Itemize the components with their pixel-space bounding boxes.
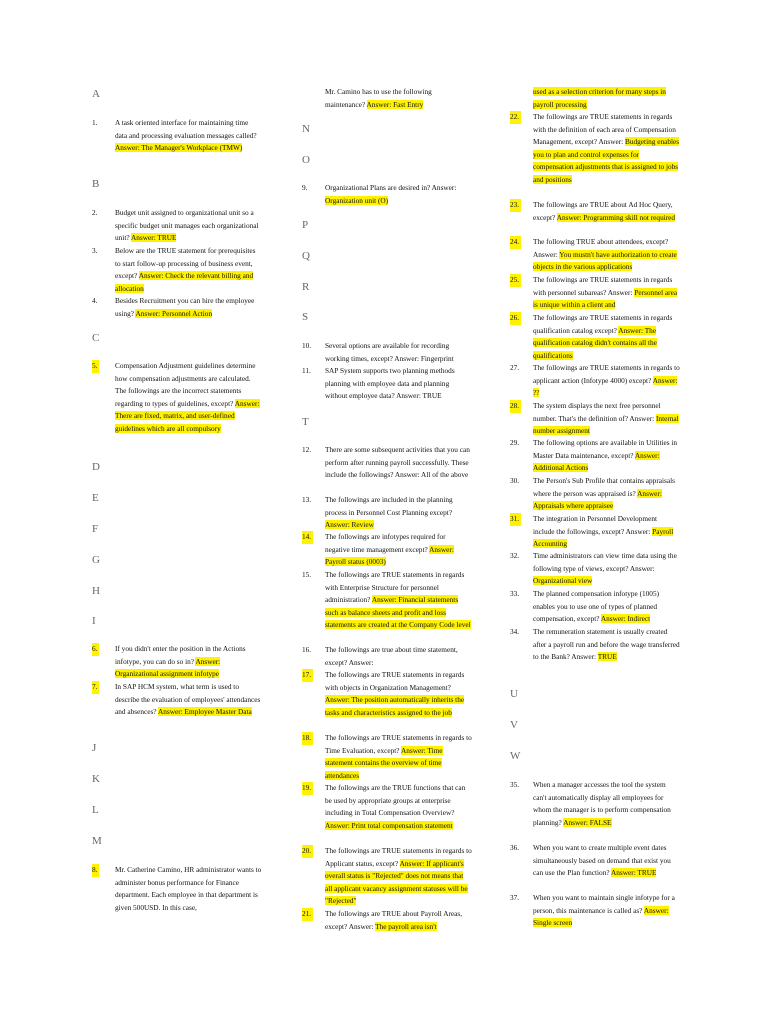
question-number: 15. bbox=[302, 570, 312, 579]
question-item bbox=[510, 437, 680, 475]
answer-highlight: TRUE bbox=[597, 652, 617, 662]
question-number: 4. bbox=[92, 296, 98, 305]
question-item bbox=[302, 669, 472, 719]
answer-highlight: used as a selection criterion for many steps in payroll processing bbox=[533, 87, 666, 109]
question-item bbox=[510, 312, 680, 362]
question-item bbox=[510, 475, 680, 513]
question-text: The followings are TRUE statements in regards to Applicant status, except? bbox=[325, 846, 472, 868]
question-text: Below are the TRUE statement for prerequisites to start follow-up processing of business event, except? bbox=[115, 246, 256, 281]
answer-highlight: Organization unit (O) bbox=[325, 195, 389, 205]
question-text: The followings are included in the planning process in Personnel Cost Planning except? bbox=[325, 495, 453, 517]
question-item bbox=[92, 360, 262, 436]
question-number: 24. bbox=[510, 236, 521, 249]
section-letter-b: B bbox=[92, 178, 100, 190]
question-item bbox=[302, 908, 472, 933]
section-letter-j: J bbox=[92, 742, 97, 754]
section-letter-l: L bbox=[92, 804, 100, 816]
question-item bbox=[92, 295, 262, 320]
question-number: 33. bbox=[510, 589, 520, 598]
answer-highlight: Answer: FALSE bbox=[563, 817, 612, 827]
section-letter-m: M bbox=[92, 835, 103, 847]
answer-highlight: Answer: Time statement contains the overview of time attendances bbox=[325, 745, 443, 780]
question-number: 23. bbox=[510, 199, 521, 212]
question-text: The followings are TRUE statements in regards to applicant action (Infotype 4000) except? bbox=[533, 363, 680, 385]
question-number: 19. bbox=[302, 782, 313, 795]
question-item bbox=[510, 274, 680, 312]
question-item bbox=[510, 362, 680, 400]
question-number: 2. bbox=[92, 208, 98, 217]
answer-highlight: Payroll Accounting bbox=[533, 526, 674, 549]
question-text: Time administrators can view time data using the following type of views, except? Answer: bbox=[533, 551, 677, 573]
question-text: The followings are TRUE about Payroll Areas, except? Answer: bbox=[325, 909, 463, 931]
question-text: The followings are infotypes required for negative time management except? bbox=[325, 532, 446, 554]
question-number: 8. bbox=[92, 864, 99, 877]
section-letter-q: Q bbox=[302, 250, 311, 262]
question-number: 14. bbox=[302, 531, 313, 544]
question-item bbox=[510, 779, 680, 829]
question-item bbox=[302, 732, 472, 782]
question-item bbox=[302, 644, 472, 669]
answer-highlight: Organizational view bbox=[533, 576, 593, 586]
question-text: The followings are TRUE statements in regards qualification catalog except? bbox=[533, 313, 673, 335]
answer-highlight: Answer: Personnel Action bbox=[135, 308, 213, 318]
question-number: 11. bbox=[302, 366, 311, 375]
question-number: 26. bbox=[510, 312, 521, 325]
question-item bbox=[92, 207, 262, 245]
question-text: The Person's Sub Profile that contains appraisals where the person was appraised is? bbox=[533, 476, 675, 498]
question-text: When a manager accesses the tool the system can't automatically display all employees for whom the manager is to perform compensation planning? bbox=[533, 780, 671, 827]
answer-highlight: Personnel area is unique within a client and bbox=[533, 287, 678, 310]
question-number: 1. bbox=[92, 118, 98, 127]
section-letter-r: R bbox=[302, 281, 310, 293]
question-number: 32. bbox=[510, 551, 520, 560]
question-item bbox=[92, 117, 262, 155]
question-number: 27. bbox=[510, 363, 520, 372]
question-item bbox=[302, 782, 472, 832]
question-text: The following TRUE about attendees, except? Answer: bbox=[533, 237, 669, 259]
answer-highlight: Answer: Fast Entry bbox=[366, 99, 424, 109]
question-number: 3. bbox=[92, 246, 98, 255]
question-text: Mr. Catherine Camino, HR administrator wants to administer bonus performance for Finance department. Each employee in that department is given 500USD. In this case, bbox=[115, 865, 262, 912]
question-text: The followings are true about time statement, except? Answer: bbox=[325, 645, 458, 667]
question-item bbox=[92, 643, 262, 681]
question-text: There are some subsequent activities that you can perform after running payroll successfully. These include the followings? Answer: All of the above bbox=[325, 445, 470, 480]
answer-highlight: Budgeting enables you to plan and control expenses for compensation adjustments that is assigned to jobs and positions bbox=[533, 137, 680, 184]
answer-highlight: Answer: Single screen bbox=[533, 905, 669, 928]
answer-highlight: Answer: The position automatically inherits the tasks and characteristics assigned to the job bbox=[325, 695, 465, 717]
section-letter-u: U bbox=[510, 688, 519, 700]
question-number: 22. bbox=[510, 111, 521, 124]
question-text: The planned compensation infotype (1005) enables you to use one of types of planned compensation, except? bbox=[533, 589, 660, 624]
answer-highlight: Answer: Additional Actions bbox=[533, 450, 660, 473]
question-number: 28. bbox=[510, 400, 521, 413]
question-number: 30. bbox=[510, 476, 520, 485]
answer-highlight: Answer: Print total compensation statement bbox=[325, 820, 453, 830]
section-letter-k: K bbox=[92, 773, 101, 785]
question-item bbox=[510, 199, 680, 224]
question-item bbox=[510, 842, 680, 880]
question-text: When you want to create multiple event dates simultaneously based on demand that exist you can use the Plan function? bbox=[533, 843, 671, 878]
question-item bbox=[510, 892, 680, 930]
question-text: The followings are the TRUE functions that can be used by appropriate groups at enterprise including in Total Compensation Overview? bbox=[325, 783, 466, 818]
question-item bbox=[302, 569, 472, 632]
question-item bbox=[92, 245, 262, 295]
section-letter-g: G bbox=[92, 554, 101, 566]
question-number: 18. bbox=[302, 732, 313, 745]
question-item bbox=[302, 494, 472, 532]
question-item bbox=[510, 588, 680, 626]
answer-highlight: Answer: Organizational assignment infotype bbox=[115, 656, 221, 679]
section-letter-d: D bbox=[92, 461, 101, 473]
question-item bbox=[302, 182, 472, 207]
answer-highlight: Answer: There are fixed, matrix, and user-defined guidelines which are all compulsory bbox=[115, 398, 260, 433]
question-text: The followings are TRUE statements in regards with personnel subareas? Answer: bbox=[533, 275, 673, 297]
question-text: The following options are available in Utilities in Master Data maintenance, except? bbox=[533, 438, 678, 460]
section-letter-h: H bbox=[92, 585, 101, 597]
question-text: The system displays the next free personnel number. That's the definition of? Answer: bbox=[533, 401, 661, 423]
question-number: 29. bbox=[510, 438, 520, 447]
answer-highlight: Answer: TRUE bbox=[611, 868, 657, 878]
question-text: Besides Recruitment you can hire the employee using? bbox=[115, 296, 255, 318]
question-text: Budget unit assigned to organizational unit so a specific budget unit manages each organizational unit? bbox=[115, 208, 259, 243]
question-number: 34. bbox=[510, 627, 520, 636]
question-text: The followings are TRUE statements in regards with the definition of each area of Compensation Management, except? Answer: bbox=[533, 112, 676, 147]
answer-highlight: Answer: Programming skill not required bbox=[556, 212, 676, 222]
answer-highlight: Answer: Check the relevant billing and allocation bbox=[115, 271, 254, 293]
question-text: The followings are TRUE statements in regards with objects in Organization Management? bbox=[325, 670, 465, 692]
question-item bbox=[302, 86, 472, 111]
section-letter-n: N bbox=[302, 123, 311, 135]
answer-highlight: Internal number assignment bbox=[533, 413, 679, 436]
section-letter-t: T bbox=[302, 416, 310, 428]
section-letter-v: V bbox=[510, 719, 519, 731]
question-item bbox=[92, 864, 262, 914]
question-item bbox=[510, 111, 680, 187]
question-text: In SAP HCM system, what term is used to describe the evaluation of employees' attendances and absences? bbox=[115, 682, 261, 717]
question-item bbox=[92, 681, 262, 719]
question-number: 5. bbox=[92, 360, 99, 373]
answer-highlight: Answer: TRUE bbox=[131, 233, 177, 243]
section-letter-p: P bbox=[302, 219, 309, 231]
section-letter-e: E bbox=[92, 492, 100, 504]
question-item bbox=[510, 236, 680, 274]
question-number: 36. bbox=[510, 843, 520, 852]
question-number: 13. bbox=[302, 495, 312, 504]
question-text: Compensation Adjustment guidelines determine how compensation adjustments are calculated. The followings are the incorrect statements regarding to types of guidelines, except? bbox=[115, 361, 256, 408]
question-text: The integration in Personnel Development include the followings, except? Answer: bbox=[533, 514, 658, 536]
section-letter-c: C bbox=[92, 332, 100, 344]
question-text: SAP System supports two planning methods planning with employee data and planning without employee data? Answer: TRUE bbox=[325, 366, 455, 401]
question-text: The remuneration statement is usually created after a payroll run and before the wage transferred to the Bank? Answer: bbox=[533, 627, 680, 662]
question-item bbox=[510, 400, 680, 438]
question-item bbox=[302, 444, 472, 482]
question-number: 12. bbox=[302, 445, 312, 454]
question-number: 25. bbox=[510, 274, 521, 287]
question-number: 35. bbox=[510, 780, 520, 789]
answer-highlight: The payroll area isn't bbox=[375, 921, 437, 931]
question-item bbox=[302, 340, 472, 365]
question-text: The followings are TRUE about Ad Hoc Query, except? bbox=[533, 200, 673, 222]
answer-highlight: Answer: Employee Master Data bbox=[157, 707, 252, 717]
section-letter-a: A bbox=[92, 88, 101, 100]
question-number: 7. bbox=[92, 681, 99, 694]
answer-highlight: Answer: The Manager's Workplace (TMW) bbox=[115, 143, 243, 153]
question-text: Several options are available for recording working times, except? Answer: Fingerprint bbox=[325, 341, 454, 363]
question-number: 17. bbox=[302, 669, 313, 682]
question-text: The followings are TRUE statements in regards with Enterprise Structure for personnel administration? bbox=[325, 570, 465, 605]
question-item bbox=[302, 531, 472, 569]
answer-highlight: Answer: ?? bbox=[533, 375, 678, 398]
question-number: 6. bbox=[92, 643, 99, 656]
section-letter-s: S bbox=[302, 311, 309, 323]
question-number: 21. bbox=[302, 908, 313, 921]
question-number: 16. bbox=[302, 645, 312, 654]
answer-highlight: You mustn't have authorization to create objects in the various applications bbox=[533, 249, 677, 272]
question-item bbox=[302, 845, 472, 908]
question-text: A task oriented interface for maintaining time data and processing evaluation messages called? bbox=[115, 118, 257, 140]
answer-highlight: Answer: Payroll status (0003) bbox=[325, 544, 454, 567]
section-letter-o: O bbox=[302, 154, 311, 166]
answer-highlight: Answer: The qualification catalog didn't contains all the qualifications bbox=[533, 325, 657, 360]
answer-highlight: Answer: Review bbox=[325, 520, 374, 530]
section-letter-f: F bbox=[92, 523, 99, 535]
question-number: 20. bbox=[302, 845, 313, 858]
answer-highlight: Answer: If applicant's overall status is "Rejected" does not means that all applicant vacancy assignment statuses will be "Rejected" bbox=[325, 858, 468, 906]
question-number: 31. bbox=[510, 513, 521, 526]
question-text: Mr. Camino has to use the following maintenance? bbox=[325, 87, 432, 109]
answer-highlight: Answer: Appraisals where appraisee bbox=[533, 488, 662, 511]
question-item bbox=[510, 86, 680, 111]
question-item bbox=[510, 626, 680, 664]
question-number: 37. bbox=[510, 893, 520, 902]
answer-highlight: Answer: Financial statements such as balance sheets and profit and loss statements are created at the Company Code level bbox=[325, 595, 471, 630]
question-number: 10. bbox=[302, 341, 312, 350]
question-item bbox=[510, 550, 680, 588]
section-letter-i: I bbox=[92, 615, 97, 627]
question-text: The followings are TRUE statements in regards to Time Evaluation, except? bbox=[325, 733, 472, 755]
question-text: If you didn't enter the position in the Actions infotype, you can do so in? bbox=[115, 644, 246, 666]
question-text: When you want to maintain single infotype for a person, this maintenance is called as? bbox=[533, 893, 675, 915]
section-letter-w: W bbox=[510, 750, 521, 762]
question-item bbox=[302, 365, 472, 403]
question-text: Organizational Plans are desired in? Answer: bbox=[325, 183, 457, 192]
question-number: 9. bbox=[302, 183, 308, 192]
answer-highlight: Answer: Indirect bbox=[600, 614, 651, 624]
question-item bbox=[510, 513, 680, 551]
